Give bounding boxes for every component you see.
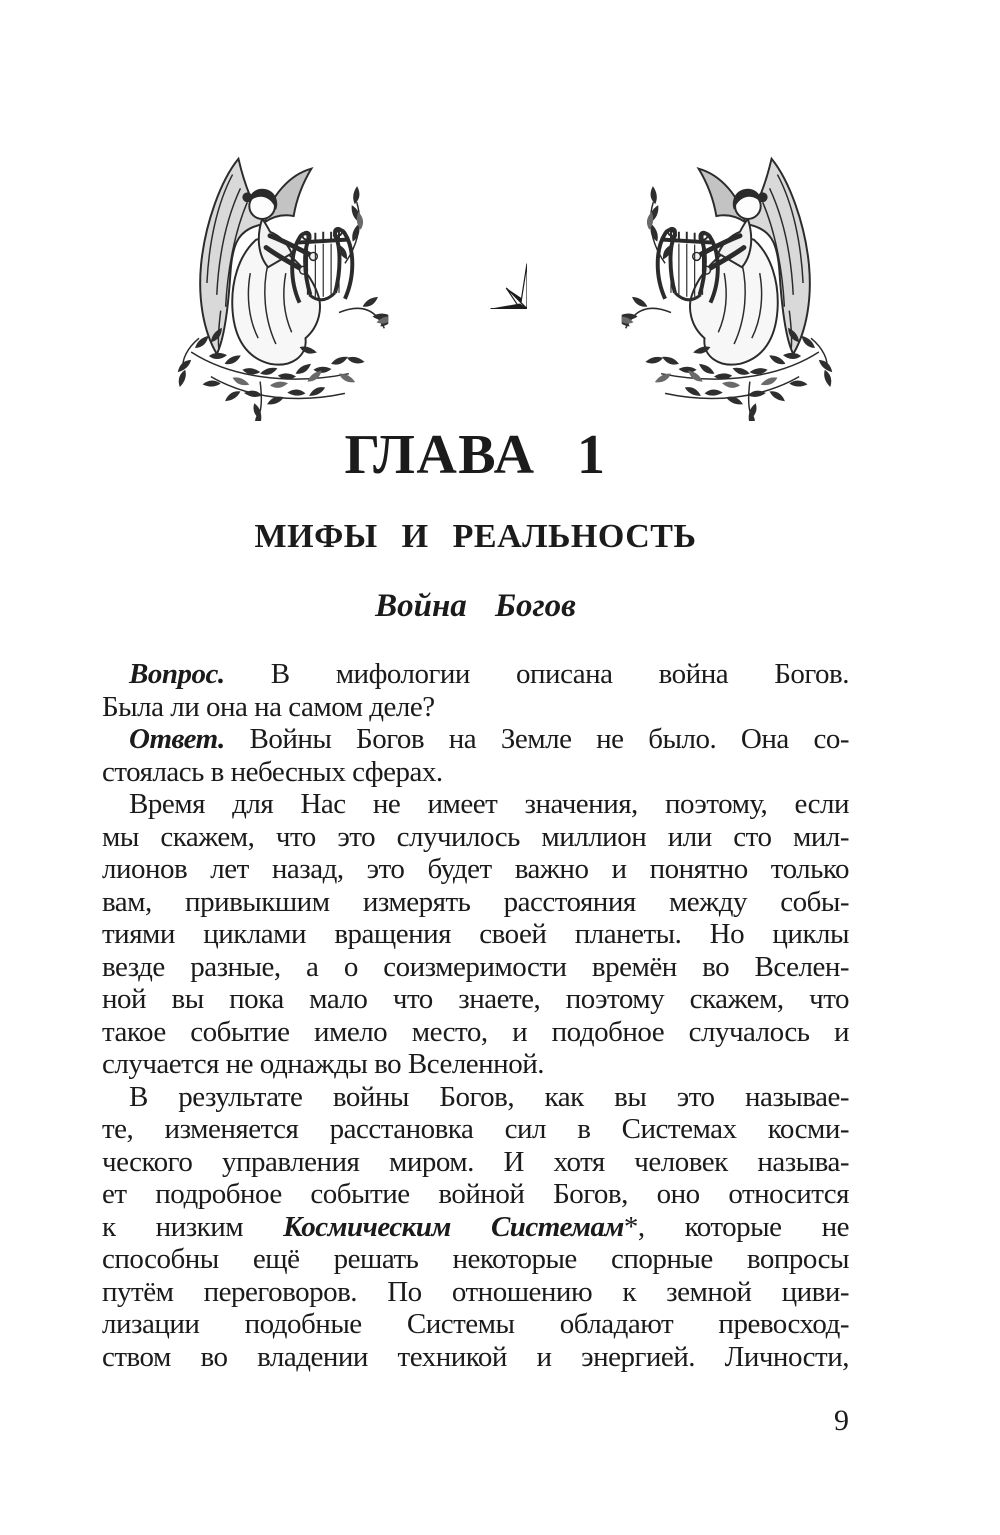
text-line: такое событие имело место, и подобное случалось и xyxy=(102,1015,849,1048)
text-line: ством во владении техникой и энергией. Личности, xyxy=(102,1340,849,1373)
text-line: лионов лет назад, это будет важно и понятно только xyxy=(102,853,849,885)
text-line: стоялась в небесных сферах. xyxy=(102,755,443,788)
text-line: везде разные, а о соизмеримости времён во Вселен- xyxy=(102,950,849,983)
text-line: Была ли она на самом деле? xyxy=(102,690,435,723)
text-line: к низким Космическим Системам*, которые не xyxy=(102,1210,849,1243)
text-line: Вопрос. В мифологии описана война Богов. xyxy=(129,658,849,690)
text-line: случается не однажды во Вселенной. xyxy=(102,1048,544,1080)
text-line: способны ещё решать некоторые спорные вопросы xyxy=(102,1243,849,1275)
page-number: 9 xyxy=(834,1404,849,1437)
text-line: те, изменяется расстановка сил в Системах косми- xyxy=(102,1113,849,1145)
text-line: ческого управления миром. И хотя человек называ- xyxy=(102,1145,849,1178)
section-title: Война Богов xyxy=(375,588,576,624)
angel-lyre-engraving-left xyxy=(150,145,390,421)
text-line: вам, привыкшим измерять расстояния между собы- xyxy=(102,885,849,918)
text-line: ной вы пока мало что знаете, поэтому скажем, что xyxy=(102,983,849,1015)
text-line: ет подробное событие войной Богов, оно относится xyxy=(102,1178,849,1210)
angel-lyre-engraving-right xyxy=(620,145,860,421)
text-line: мы скажем, что это случилось миллион или сто мил- xyxy=(102,820,849,853)
header-ornament-band xyxy=(0,145,1000,421)
chapter-subtitle: МИФЫ И РЕАЛЬНОСТЬ xyxy=(254,518,697,555)
text-line: Ответ. Войны Богов на Земле не было. Она со- xyxy=(129,723,849,755)
text-line: В результате войны Богов, как вы это называе- xyxy=(129,1080,849,1113)
body-text xyxy=(102,658,849,1373)
text-line: лизации подобные Системы обладают превосход- xyxy=(102,1308,849,1340)
text-line: Время для Нас не имеет значения, поэтому, если xyxy=(129,788,849,820)
text-line: тиями циклами вращения своей планеты. Но циклы xyxy=(102,918,849,950)
chapter-title: ГЛАВА 1 xyxy=(344,424,607,486)
compass-star-ornament xyxy=(449,213,527,309)
text-line: путём переговоров. По отношению к земной циви- xyxy=(102,1275,849,1308)
